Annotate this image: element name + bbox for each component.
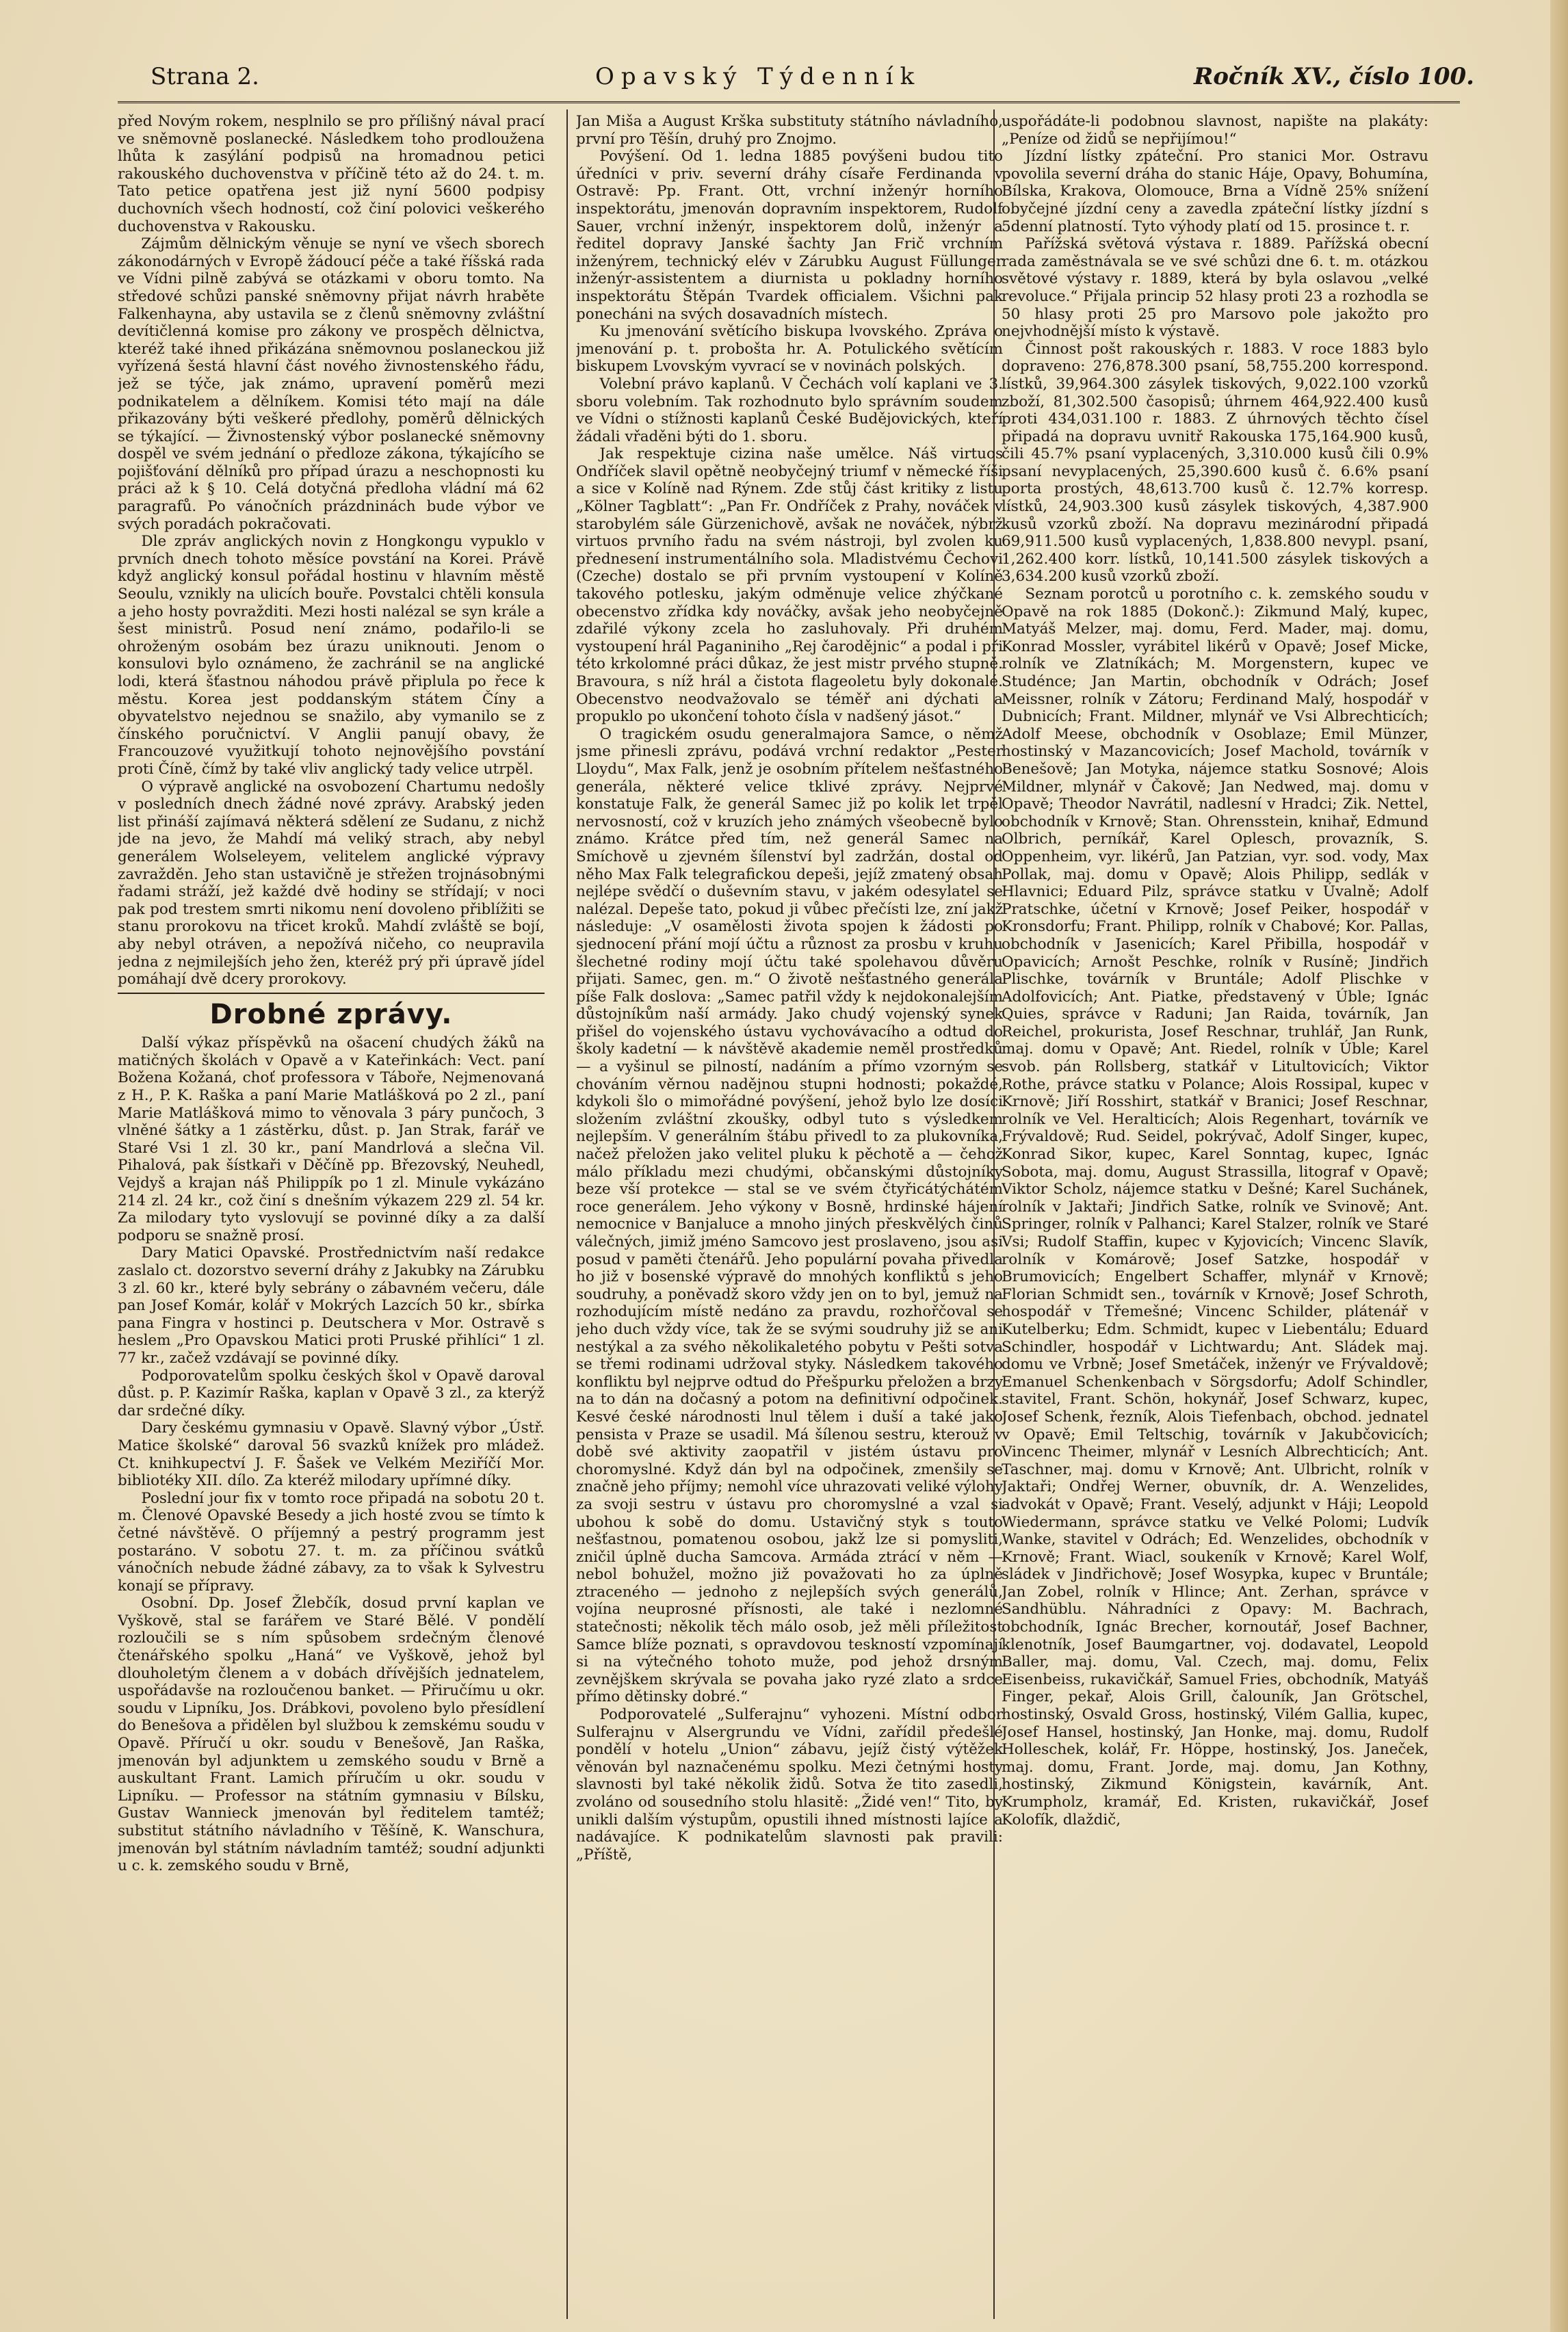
article-paragraph: Zájmům dělnickým věnuje se nyní ve všech sborech zákonodárných v Evropě žádoucí péče a také říšská rada ve Vídni pilně zabývá se otázkami v oboru tomto. Na středové schůzi panské sněmovny přijat návrh hraběte Falkenhayna, aby ustavila se z členů sněmovny zvláštní devítičlenná komise pro zákony ve prospěch dělnictva, kteréž také ihned přikázána sněmovnou poslaneckou již vyřízená šestá hlavní část nového živnostenského řádu, jež se týče, jak známo, upravení poměrů mezi podnikatelem a dělníkem. Komisi této mají na dále přikazovány býti veškeré předlohy, poměrů dělnických se týkající. — Živnostenský výbor poslanecké sněmovny dospěl ve svém jednání o předloze zákona, týkajícího se pojišťování dělníků pro případ úrazu a neschopnosti ku práci až k § 10. Celá dotyčná předloha vládní má 62 paragrafů. Po vánočních prázdninách bude výbor ve svých poradách pokračovati. [118, 235, 545, 533]
news-item: Povýšení. Od 1. ledna 1885 povýšeni budou tito úředníci v priv. severní dráhy císaře Ferdinanda v Ostravě: Pp. Frant. Ott, vrchní inženýr horního inspektorátu, jmenován dopravním inspektorem, Rudolf Sauer, vrchní inženýr, inspektorem dolů, inženýr a ředitel dopravy Janské šachty Jan Frič vrchním inženýrem, technický elév v Zárubku August Füllunger inženýr-assistentem a diurnista u pokladny horního inspektorátu Štěpán Tvardek officialem. Všichni pak ponecháni na svých dosavadních místech. [576, 148, 1003, 323]
news-item: uspořádáte-li podobnou slavnost, napište na plakáty: „Peníze od židů se nepřijímou!“ [1002, 113, 1428, 148]
news-item: Jízdní lístky zpáteční. Pro stanici Mor. Ostravu povolila severní dráha do stanic Háje, Opavy, Bohumína, Bílska, Krakova, Olomouce, Brna a Vídně 25% snížení obyčejné jízdní ceny a zavedla zpáteční lístky jízdní s 5denní platností. Tyto výhody platí od 15. prosince t. r. [1002, 148, 1428, 235]
news-item: Seznam porotců u porotního c. k. zemského soudu v Opavě na rok 1885 (Dokonč.): Zikmund Malý, kupec, Matyáš Melzer, maj. domu, Ferd. Mader, maj. domu, Konrad Mossler, vyrábitel likérů v Opavě; Josef Micke, rolník ve Zlatníkách; M. Morgenstern, kupec ve Studénce; Jan Martin, obchodník v Odrách; Josef Meissner, rolník v Zátoru; Ferdinand Malý, hospodář v Dubnicích; Frant. Mildner, mlynář ve Vsi Albrechticích; Adolf Meese, obchodník v Osoblaze; Emil Münzer, hostinský v Mazancovicích; Josef Machold, továrník v Benešově; Jan Motyka, nájemce statku Sosnové; Alois Mildner, mlynář v Čakově; Jan Nedwed, maj. domu v Opavě; Theodor Navrátil, nadlesní v Hradci; Zik. Nettel, obchodník v Krnově; Stan. Ohrensstein, knihař, Edmund Olbrich, perníkář, Karel Oplesch, provazník, S. Oppenheim, vyr. likérů, Jan Patzian, vyr. sod. vody, Max Pollak, maj. domu v Opavě; Alois Philipp, sedlák v Hlavnici; Eduard Pilz, správce statku v Úvalně; Adolf Pratschke, účetní v Krnově; Josef Peiker, hospodář v Kronsdorfu; Frant. Philipp, rolník v Chabové; Kor. Pallas, obchodník v Jasenicích; Karel Přibilla, hospodář v Opavicích; Arnošt Peschke, rolník v Rusíně; Jindřich Plischke, továrník v Bruntále; Adolf Plischke v Adolfovicích; Ant. Piatke, představený v Úble; Ignác Quies, správce v Raduni; Jan Raida, továrník, Jan Reichel, prokurista, Josef Reschnar, truhlář, Jan Runk, maj. domu v Opavě; Ant. Riedel, rolník v Úble; Karel svob. pán Rollsberg, statkář v Litultovicích; Viktor Rothe, právce statku v Polance; Alois Rossipal, kupec v Krnově; Jiří Rosshirt, statkář v Branici; Josef Reschnar, rolník ve Vel. Heralticích; Alois Regenhart, továrník ve Frývaldově; Rud. Seidel, pokrývač, Adolf Singer, kupec, Konrad Sikor, kupec, Karel Sonntag, kupec, Ignác Sobota, maj. domu, August Strassilla, litograf v Opavě; Viktor Scholz, nájemce statku v Dešné; Karel Suchánek, rolník v Jaktaři; Jindřich Satke, rolník ve Svinově; Ant. Springer, rolník v Palhanci; Karel Stalzer, rolník ve Staré Vsi; Rudolf Staffin, kupec v Kyjovicích; Vincenc Slavík, rolník v Komárově; Josef Satzke, hospodář v Brumovicích; Engelbert Schaffer, mlynář v Krnově; Florian Schmidt sen., továrník v Krnově; Josef Schroth, hospodář v Třemešné; Vincenc Schilder, plátenář v Kutelberku; Edm. Schmidt, kupec v Liebentálu; Eduard Schindler, hospodář v Lichtwardu; Ant. Sládek maj. domu ve Vrbně; Josef Smetáček, inženýr ve Frývaldově; Emanuel Schenkenbach v Sörgsdorfu; Adolf Schindler, stavitel, Frant. Schön, hokynář, Josef Schwarz, kupec, Josef Schenk, řezník, Alois Tiefenbach, obchod. jednatel v Opavě; Emil Teltschig, továrník v Jakubčovicích; Vincenc Theimer, mlynář v Lesních Albrechticích; Ant. Taschner, maj. domu v Krnově; Ant. Ulbricht, rolník v Jaktaři; Ondřej Werner, obuvník, dr. A. Wenzelides, advokát v Opavě; Frant. Veselý, adjunkt v Háji; Leopold Wiedermann, správce statku ve Velké Polomi; Ludvík Wanke, stavitel v Odrách; Ed. Wenzelides, obchodník v Krnově; Frant. Wiacl, soukeník v Krnově; Karel Wolf, sládek v Jindřichově; Josef Wosypka, kupec v Bruntále; Jan Zobel, rolník v Hlince; Ant. Zerhan, správce v Sandhüblu. Náhradníci z Opavy: M. Bachrach, obchodník, Ignác Brecher, kornoutář, Josef Bachner, klenotník, Josef Baumgartner, voj. dodavatel, Leopold Baller, maj. domu, Val. Czech, maj. domu, Felix Eisenbeiss, rukavičkář, Samuel Fries, obchodník, Matyáš Finger, pekař, Alois Grill, čalouník, Jan Grötschel, hostinský, Osvald Gross, hostinský, Vilém Gallia, kupec, Josef Hansel, hostinský, Jan Honke, maj. domu, Rudolf Holleschek, kolář, Fr. Höppe, hostinský, Jos. Janeček, maj. domu, Frant. Jorde, maj. domu, Jan Kothny, hostinský, Zikmund Königstein, kavárník, Ant. Krumpholz, kramář, Ed. Kristen, rukavičkář, Josef Kolofík, dlaždič, [1002, 586, 1428, 1829]
news-item: Poslední jour fix v tomto roce připadá na sobotu 20 t. m. Členové Opavské Besedy a jich hosté zvou se tímto k četné návštěvě. O příjemný a pestrý programm jest postaráno. V sobotu 27. t. m. za příčinou svátků vánočních nebude žádné zábavy, za to však k Sylvestru konají se přípravy. [118, 1489, 545, 1595]
section-title: Drobné zprávy. [209, 998, 453, 1030]
news-item: Volební právo kaplanů. V Čechách volí kaplani ve 3. sboru volebním. Tak rozhodnuto bylo správním soudem ve Vídni o stížnosti kaplanů České Budějovických, kteří žádali vřaděni býti do 1. sboru. [576, 375, 1003, 445]
page-edge [1550, 0, 1568, 2332]
news-item: Dary Matici Opavské. Prostřednictvím naší redakce zaslalo ct. dozorstvo severní dráhy z Jakubky na Zárubku 3 zl. 60 kr., které byly sebrány o zábavném večeru, dále pan Josef Komár, kolář v Mokrých Lazcích 50 kr., sbírka pana Fingra v hostinci p. Deutschera v Mor. Ostravě s heslem „Pro Opavskou Matici proti Pruské přihlíci“ 1 zl. 77 kr., začež vzdávají se povinné díky. [118, 1244, 545, 1367]
news-item: Podporovatelé „Sulferajnu“ vyhozeni. Místní odbor Sulferajnu v Alsergrundu ve Vídni, zařídil předešlé pondělí v hotelu „Union“ zábavu, jejíž čistý výtěžek věnován byl naznačenému spolku. Mezi četnými hosty slavnosti byl také několik židů. Sotva že tito zasedli, zvoláno od sousedního stolu hlasitě: „Židé ven!“ Tito, by unikli dalším výstupům, opustili ihned místnosti lajíce a nadávajíce. K podnikatelům slavnosti pak pravili: „Příště, [576, 1706, 1003, 1863]
article-paragraph: před Novým rokem, nesplnilo se pro přílišný nával prací ve sněmovně poslanecké. Následkem toho prodloužena lhůta k zasýlání podpisů na hromadnou petici rakouského duchovenstva v příčině této až do 24. t. m. Tato petice opatřena jest již nyní 5600 podpisy duchovních všech hodností, což činí polovici veškerého duchovenstva v Rakousku. [118, 113, 545, 235]
newspaper-title: Opavský Týdenník [595, 63, 922, 90]
news-item: Další výkaz příspěvků na ošacení chudých žáků na matičných školách v Opavě a v Kateřinkách: Vect. paní Božena Kožaná, choť professora v Táboře, Nejmenovaná z H., P. K. Raška a paní Marie Matlášková po 2 zl., paní Marie Matlášková mimo to věnovala 3 páry punčoch, 3 vlněné šátky a 1 zástěrku, důst. p. Jan Strak, farář ve Staré Vsi 1 zl. 30 kr., paní Mandrlová a slečna Vil. Pihalová, pak šístkaři v Děčíně pp. Březovský, Neuhedl, Vejdyš a krajan náš Philippík po 1 zl. Minule vykázáno 214 zl. 24 kr., což činí s dnešním výkazem 229 zl. 54 kr. Za milodary tyto vyslovují se povinné díky a za další podporu se snažně prosí. [118, 1034, 545, 1244]
volume-issue: Ročník XV., číslo 100. [1194, 63, 1474, 90]
column-3 [1002, 113, 1428, 2312]
header-rule [118, 101, 1460, 103]
news-item: O tragickém osudu generalmajora Samce, o němž jsme přinesli zprávu, podává vrchní redaktor „Pester Lloydu“, Max Falk, jenž je osobním přítelem nešťastného generála, některé velice tklivé zprávy. Nejprvé konstatuje Falk, že generál Samec již po kolik let trpěl nervosností, což v kruzích jeho známých všeobecně bylo známo. Krátce před tím, než generál Samec na Smíchově u zjevném šílenství byl zadržán, dostal od něho Max Falk telegrafickou depeši, jejíž zmatený obsah nejlépe svědčí o duševním stavu, v jakém odesylatel se nalézal. Depeše tato, pokud ji vůbec přečísti lze, zní jakž následuje: „V osamělosti života spojen k žádosti po sjednocení přání mojí účtu a různost za prosbu v kruhu šlechetné rodiny mojí účtu také spolehavou důvěru přijati. Samec, gen. m.“ O životě nešťastného generála píše Falk doslova: „Samec patřil vždy k nejdokonalejším důstojníkům naší armády. Jako chudý vojenský synek přišel do vojenského ústavu vychovávacího a odtud do školy kadetní — k návštěvě akademie neměl prostředků — a vyšinul se pilností, nadáním a přímo vzorným se chováním věrnou nadějnou stupni hodnosti; pokaždé, kdykoli šlo o mimořádné povýšení, jehož bylo lze dosíci složením zvláštní zkoušky, odbyl tuto s výsledkem nejlepším. V generálním štábu přivedl to za plukovníka, načež přeložen jako velitel pluku k pěchotě a — čehož málo příkladu mezi chudými, občanskými důstojníky beze vší protekce — stal se ve svém čtyřicátýchátém roce generálem. Jeho výkony v Bosně, hrdinské hájení nemocnice v Banjaluce a mnoho jiných přeskvělých činů válečných, jimiž jméno Samcovo jest proslaveno, jsou asi posud v paměti čtenářů. Jeho populární povaha přivedla ho již v bosenské výpravě do mnohých konfliktů s jeho soudruhy, a poněvadž skoro vždy jen on to byl, jemuž na rozhodujícím místě nedáno za pravdu, rozhořčoval se jeho duch vždy více, tak že se svými soudruhy již se ani nestýkal a za svého několikaletého pobytu v Pešti sotva se třemi rodinami udržoval styky. Následkem takového konfliktu byl nejprve odtud do Přešpurku přeložen a brzy na to dán na dočasný a potom na definitivní odpočinek. Kesvé české národnosti lnul tělem i duší a také jako pensista v Praze se usadil. Má šílenou sestru, kterouž v době své aktivity zaopatřil v jistém ústavu pro choromyslné. Když dán byl na odpočinek, zmenšily se značně jeho příjmy; nemohl více uhrazovati veliké výlohy za svoji sestru v ústavu pro choromyslné a vzal si ubohou k sobě do domu. Ustavičný styk s touto nešťastnou, pomatenou osobou, jakž lze si pomysliti, zničil úplně ducha Samcova. Armáda ztrácí v něm — nebol bohužel, možno již považovati ho za úplně ztraceného — jednoho z nejlepších svých generálů, vojína neuprosné přísnosti, ale také i nezlomné statečnosti; několik těch málo osob, jež měli příležitost Samce blíže poznati, s opravdovou teskností vzpomínají si na výtečného tohoto muže, pod jehož drsným zevnějškem skrývala se povaha jako ryzé zlato a srdce přímo dětinsky dobré.“ [576, 725, 1003, 1706]
news-item: Podporovatelům spolku českých škol v Opavě daroval důst. p. P. Kazimír Raška, kaplan v Opavě 3 zl., za kterýž dar srdečné díky. [118, 1367, 545, 1419]
news-item: Jan Miša a August Krška substituty státního návladního, první pro Těšín, druhý pro Znojmo. [576, 113, 1003, 148]
news-item: Ku jmenování světícího biskupa lvovského. Zpráva o jmenování p. t. probošta hr. A. Potulického světícím biskupem Lvovským vyvrací se v novinách polských. [576, 323, 1003, 376]
article-paragraph: O výpravě anglické na osvobození Chartumu nedošly v posledních dnech žádné nové zprávy. Arabský jeden list přináší zajímavá některá sdělení ze Sudanu, z nichž jde na jevo, že Mahdí má veliký strach, aby nebyl generálem Wolseleyem, velitelem anglické výpravy zavražděn. Jeho stan ustavičně je střežen trojnásobnými řadami stráží, jež každé dvě hodiny se střídají; v noci pak pod trestem smrti nikomu není dovoleno přiblížiti se stanu prorokovu na třicet kroků. Mahdí zvláště se bojí, aby nebyl otráven, a nepožívá ničeho, co neupravila jedna z nejmilejších jeho žen, kteréž prý při úpravě jídel pomáhají dvě dcery prorokovy. [118, 778, 545, 988]
page-number: Strana 2. [151, 63, 259, 90]
column-1 [118, 113, 545, 2312]
news-item: Činnost pošt rakouských r. 1883. V roce 1883 bylo dopraveno: 276,878.300 psaní, 58,755.200 korrespond. lístků, 39,964.300 zásylek tiskových, 9,022.100 vzorků zboží, 81,302.500 časopisů; úhrnem 464,922.400 kusů proti 434,031.100 r. 1883. Z úhrnových těchto čísel připadá na dopravu uvnitř Rakouska 175,164.900 kusů, čili 45.7% psaní vyplacených, 3,310.000 kusů čili 0.9% psaní nevyplacených, 25,390.600 kusů č. 6.6% psaní porta prostých, 48,613.700 kusů č. 12.7% korresp. lístků, 24,903.300 kusů zásylek tiskových, 4,387.900 kusů vzorků zboží. Na dopravu mezinárodní připadá 69,911.500 kusů vyplacených, 1,838.800 nevypl. psaní, 1,262.400 korr. lístků, 10,141.500 zásylek tiskových a 3,634.200 kusů vzorků zboží. [1002, 340, 1428, 586]
column-separator [566, 109, 568, 2319]
news-item: Pařížská světová výstava r. 1889. Pařížská obecní rada zaměstnávala se ve své schůzi dne 6. t. m. otázkou světové výstavy r. 1889, která by byla oslavou „velké revoluce.“ Přijala princip 52 hlasy proti 23 a rozhodla se 50 hlasy proti 25 pro Marsovo pole jakožto pro nejvhodnější místo k výstavě. [1002, 235, 1428, 341]
news-item: Dary českému gymnasiu v Opavě. Slavný výbor „Ústř. Matice školské“ daroval 56 svazků knížek pro mládež. Ct. knihkupectví J. F. Šašek ve Velkém Meziříčí Mor. bibliotéky XII. dílo. Za kteréž milodary upřímné díky. [118, 1419, 545, 1490]
news-item: Jak respektuje cizina naše umělce. Náš virtuos Ondříček slavil opětně neobyčejný triumf v německé říši a sice v Kolíně nad Rýnem. Zde stůj část kritiky z listu „Kölner Tagblatt“: „Pan Fr. Ondříček z Prahy, nováček v starobylém sále Gürzenichově, avšak ne nováček, nýbrž virtuos prvního řadu na svém nástroji, byl zvolen ku přednesení instrumentálního sola. Mladistvému Čechovi (Czeche) dostalo se při prvním vystoupení v Kolíně takového potlesku, jakým odměnuje velice zhýčkané obecenstvo zřídka kdy nováčky, avšak jeho neobyčejně zdařilé výkony zcela ho zasluhovaly. Při druhém vystoupení hrál Paganiniho „Rej čarodějnic“ a podal i při této krkolomné práci důkaz, že jest mistr prvého stupně. Bravoura, s níž hrál a čistota flageoletu byly dokonalé. Obecenstvo neodvažovalo se téměř ani dýchati a propuklo po ukončení tohoto čísla v nadšený jásot.“ [576, 445, 1003, 726]
page-header [151, 60, 1474, 94]
section-divider [118, 993, 545, 994]
article-paragraph: Dle zpráv anglických novin z Hongkongu vypuklo v prvních dnech tohoto měsíce povstání na Korei. Právě když anglický konsul pořádal hostinu v hlavním městě Seoulu, vznikly na ulicích bouře. Povstalci chtěli konsula a jeho hosty povražditi. Mezi hosti nalézal se syn krále a šest ministrů. Posud není známo, podařilo-li se ohroženým osobám bez úrazu uniknouti. Jenom o konsulovi bylo oznámeno, že zachránil se na anglické lodi, která šťastnou náhodou právě připlula po řece k městu. Korea jest poddanským státem Číny a obyvatelstvo nejednou se snažilo, aby vymanilo se z čínského poručnictví. V Anglii panují obavy, že Francouzové využitkují tohoto nejnovějšího povstání proti Číně, čímž by také vliv anglický tady velice utrpěl. [118, 533, 545, 778]
column-2 [576, 113, 1003, 2312]
news-item: Osobní. Dp. Josef Žlebčík, dosud první kaplan ve Vyškově, stal se farářem ve Staré Bělé. V pondělí rozloučili se s ním spůsobem srdečným členové čtenářského spolku „Haná“ ve Vyškově, jehož byl dlouholetým členem a v dobách dřívějších jednatelem, uspořádavše na rozloučenou banket. — Přiručímu u okr. soudu v Lipníku, Jos. Drábkovi, povoleno bylo přesídlení do Benešova a přidělen byl službou k zemskému soudu v Opavě. Příručí u okr. soudu v Benešově, Jan Raška, jmenován byl adjunktem u zemského soudu v Brně a auskultant Frant. Lamich příručím u okr. soudu v Lipníku. — Professor na státním gymnasiu v Bílsku, Gustav Wannieck jmenován byl ředitelem tamtéž; substitut státního návladního v Těšíně, K. Wanschura, jmenován byl státním návladním tamtéž; soudní adjunkti u c. k. zemského soudu v Brně, [118, 1595, 545, 1875]
